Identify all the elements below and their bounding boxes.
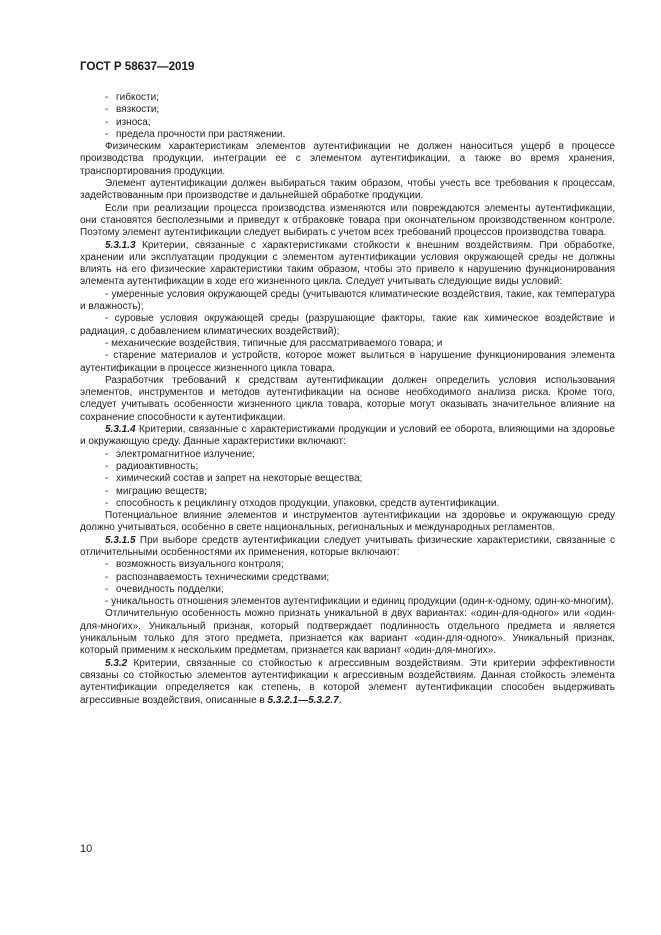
paragraph: Разработчик требований к средствам аутентификации должен определить условия использования элементов, инструментов и методов аутентификации на основе необходимого анализа риска. Кроме того, следует учитывать особенности жизненного цикла товара, которые могут оказывать значительное влияние на сохранение способности к аутентификации. — [80, 374, 615, 423]
paragraph: Отличительную особенность можно признать уникальной в двух вариантах: «один-для-одного» или «один-для-многих». Уникальный признак, который подтверждает подлинность отдельного предмета и является уникальным только для этого предмета, признается как вариант «один-для-одного». Уникальный признак, который применим к нескольким предметам, признается как вариант «один-для-многих». — [80, 608, 615, 657]
list-item: - гибкости; — [105, 92, 159, 103]
section-number: 5.3.1.3 — [105, 239, 136, 251]
list-item: - умеренные условия окружающей среды (учитываются климатические воздействия, такие, как температура и влажность); — [80, 288, 615, 313]
list-item: - способность к рециклингу отходов продукции, упаковки, средств аутентификации. — [105, 497, 500, 509]
list-item: - миграцию веществ; — [105, 485, 207, 497]
list-item: - вязкости; — [105, 104, 160, 116]
section-5-3-1-5: 5.3.1.5 При выборе средств аутентификации следует учитывать физические характеристики, связанные с отличительными особенностями их применения, которые включают: — [80, 534, 616, 558]
list-item: - электромагнитное излучение; — [105, 448, 255, 460]
section-5-3-1-3: 5.3.1.3 Критерии, связанные с характеристиками стойкости к внешним воздействиям. При обработке, хранении или эксплуатации продукции с элементом аутентификации условия окружающей среды не должны влиять на его физические характеристики таким образом, чтобы это привело к нарушению функционирования элемента аутентификации в ходе его жизненного цикла. Следует учитывать следующие виды условий: — [80, 239, 616, 288]
document-header: ГОСТ Р 58637—2019 — [80, 60, 195, 73]
list-item: - износа; — [105, 116, 151, 128]
section-5-3-1-4: 5.3.1.4 Критерии, связанные с характеристиками продукции и условий ее оборота, влияющими на здоровье и окружающую среду. Данные характеристики включают: — [80, 424, 616, 448]
list-item: - распознаваемость техническими средствами; — [105, 571, 330, 583]
list-item: - возможность визуального контроля; — [105, 559, 284, 571]
list-item: - механические воздействия, типичные для рассматриваемого товара; и — [105, 337, 443, 349]
list-item: - предела прочности при растяжении. — [105, 128, 286, 140]
paragraph: Потенциальное влияние элементов и инструментов аутентификации на здоровье и окружающую среду должно учитываться, особенно в свете национальных, региональных и международных регламентов. — [80, 510, 615, 534]
section-number: 5.3.2 — [105, 657, 128, 669]
section-number: 5.3.1.4 — [105, 424, 136, 436]
section-reference: 5.3.2.1—5.3.2.7 — [267, 694, 339, 706]
list-item: - старение материалов и устройств, которое может вылиться в нарушение функционирования элемента аутентификации в процессе жизненного цикла товара. — [80, 350, 615, 374]
list-1 — [80, 92, 615, 141]
paragraph: Если при реализации процесса производства изменяются или повреждаются элементы аутентификации, они становятся бесполезными и приведут к отбраковке товара при окончательном производственном контроле. Поэтому элемент аутентификации следует выбирать с учетом всех требований процессов производства товара. — [80, 202, 615, 239]
section-5-3-2: 5.3.2 Критерии, связанные со стойкостью к агрессивным воздействиям. Эти критерии эффективности связаны со стойкостью элементов аутентификации к агрессивным воздействиям. Данная стойкость элемента аутентификации определяется как степень, в которой элемент аутентификации способен выдерживать агрессивные воздействия, описанные в 5.3.2.1—5.3.2.7. — [80, 657, 615, 706]
list-4 — [80, 559, 615, 608]
list-2 — [80, 289, 615, 375]
page-number: 10 — [80, 843, 93, 855]
list-item: - радиоактивность; — [105, 460, 199, 472]
document-body — [80, 92, 615, 707]
list-item: - суровые условия окружающей среды (разрушающие факторы, такие как химическое воздействие и радиация, с добавлением климатических воздействий); — [80, 313, 616, 337]
section-number: 5.3.1.5 — [105, 534, 136, 546]
list-item: - химический состав и запрет на некоторые вещества; — [105, 473, 363, 485]
list-3 — [80, 449, 615, 510]
paragraph: Физическим характеристикам элементов аутентификации не должен наноситься ущерб в процессе производства продукции, интеграции ее с элементом аутентификации, а также во время хранения, транспортирования продукции. — [80, 141, 615, 177]
list-item: - уникальность отношения элементов аутентификации и единиц продукции (один-к-одному, один-ко-многим). — [105, 596, 614, 608]
paragraph: Элемент аутентификации должен выбираться таким образом, чтобы учесть все требования к процессам, задействованным при производстве и дальнейшей обработке продукции. — [80, 178, 615, 202]
list-item: - очевидность подделки; — [105, 583, 224, 595]
